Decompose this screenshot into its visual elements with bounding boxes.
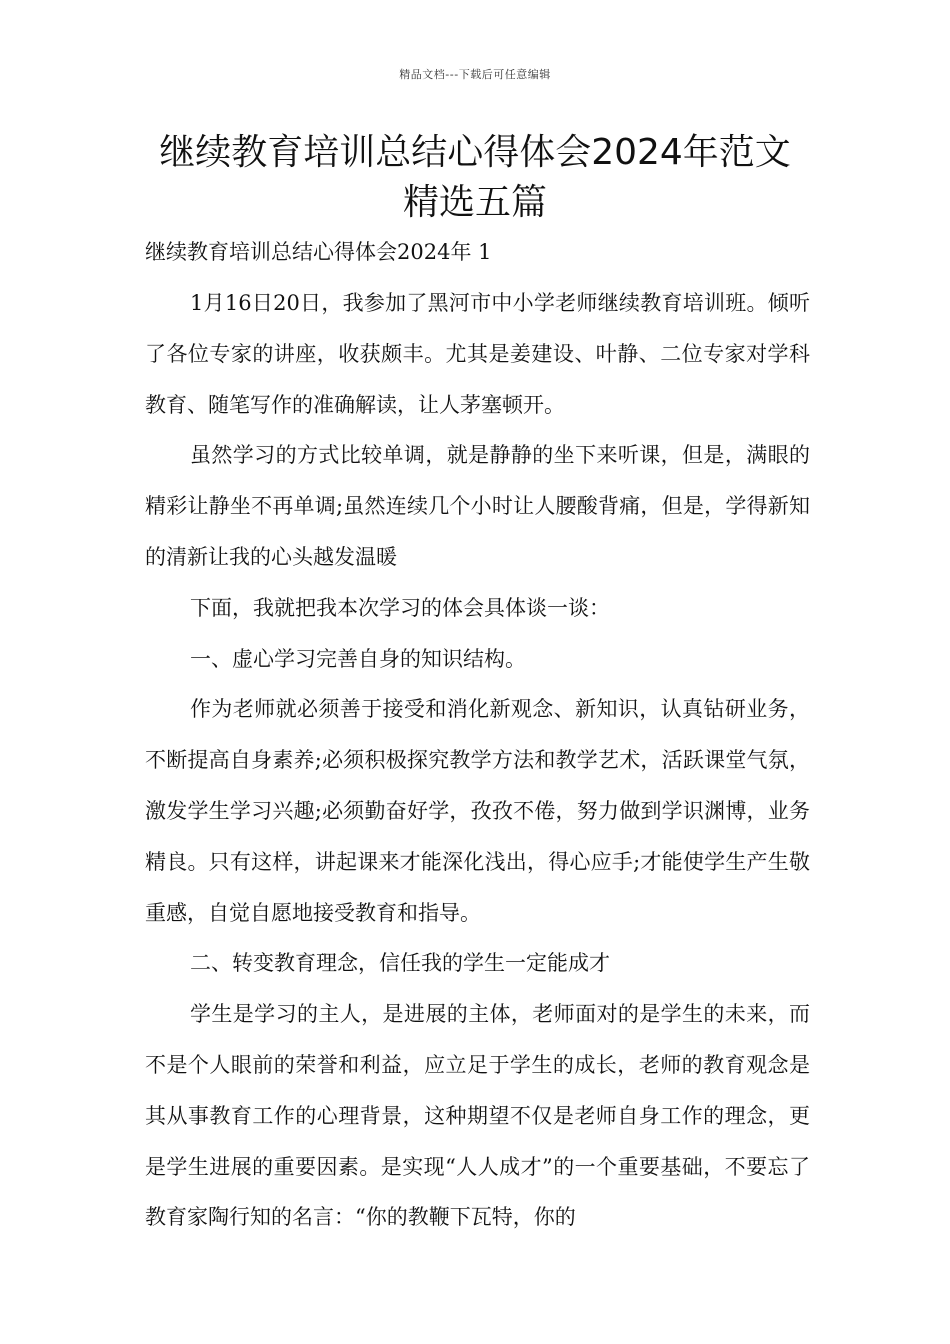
paragraph: 学生是学习的主人，是进展的主体，老师面对的是学生的未来，而不是个人眼前的荣誉和利益，应立足于学生的成长，老师的教育观念是其从事教育工作的心理背景，这种期望不仅是老师自身工作的理念，更是学生进展的重要因素。是实现“人人成才”的一个重要基础，不要忘了教育家陶行知的名言：“你的教鞭下瓦特，你的: [145, 1002, 810, 1230]
paragraph: 虽然学习的方式比较单调，就是静静的坐下来听课，但是，满眼的精彩让静坐不再单调;虽然连续几个小时让人腰酸背痛，但是，学得新知的清新让我的心头越发温暖: [145, 443, 810, 569]
header-note: 精品文档---下载后可任意编辑: [399, 68, 551, 81]
section-subtitle: 继续教育培训总结心得体会2024年 1: [145, 240, 492, 264]
document-title: 继续教育培训总结心得体会2024年范文精选五篇: [159, 132, 791, 223]
paragraph: 作为老师就必须善于接受和消化新观念、新知识，认真钻研业务，不断提高自身素养;必须积极探究教学方法和教学艺术，活跃课堂气氛，激发学生学习兴趣;必须勤奋好学，孜孜不倦，努力做到学识渊博，业务精良。只有这样，讲起课来才能深化浅出，得心应手;才能使学生产生敬重感，自觉自愿地接受教育和指导。: [145, 697, 810, 925]
paragraph: 下面，我就把我本次学习的体会具体谈一谈：: [190, 595, 610, 620]
document-body: [145, 230, 810, 1243]
section-heading: 一、虚心学习完善自身的知识结构。: [190, 646, 526, 671]
section-heading: 二、转变教育理念，信任我的学生一定能成才: [190, 951, 610, 976]
paragraph: 1月16日20日，我参加了黑河市中小学老师继续教育培训班。倾听了各位专家的讲座，收获颇丰。尤其是姜建设、叶静、二位专家对学科教育、随笔写作的准确解读，让人茅塞顿开。: [145, 291, 810, 417]
